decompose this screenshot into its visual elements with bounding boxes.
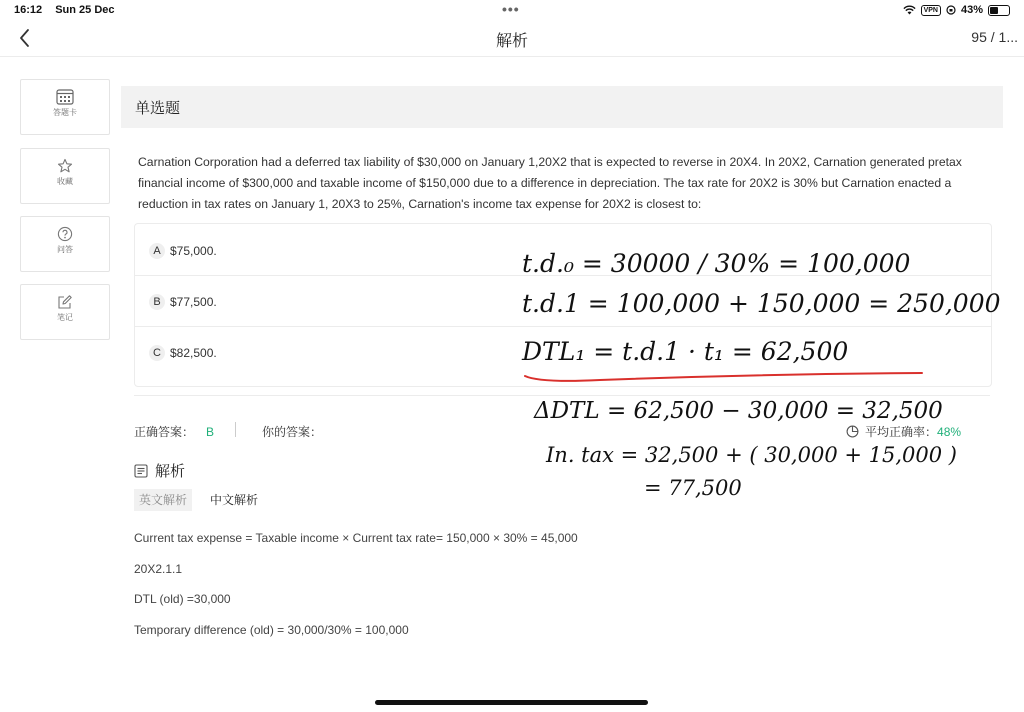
notes-label: 笔记 bbox=[57, 313, 73, 322]
status-left bbox=[14, 4, 125, 16]
average-accuracy bbox=[846, 423, 961, 440]
your-answer-label: 你的答案： bbox=[262, 425, 323, 439]
section-divider bbox=[134, 395, 990, 396]
orientation-lock-icon bbox=[946, 5, 956, 15]
average-accuracy-label: 平均正确率： bbox=[865, 425, 938, 439]
page-title: 解析 bbox=[495, 33, 528, 50]
status-bar bbox=[0, 0, 1024, 22]
tab-chinese-analysis[interactable]: 中文解析 bbox=[210, 493, 259, 507]
option-a[interactable] bbox=[135, 226, 991, 276]
status-date: Sun 25 Dec bbox=[55, 4, 115, 16]
correct-answer-value: B bbox=[206, 425, 215, 439]
your-answer bbox=[262, 423, 322, 440]
correct-answer bbox=[134, 423, 214, 440]
option-divider bbox=[135, 326, 991, 327]
favorite-label: 收藏 bbox=[57, 177, 73, 186]
handwriting-line-5: In. tax = 32,500 + ( 30,000 + 15,000 ) bbox=[546, 443, 957, 467]
favorite-button[interactable] bbox=[20, 148, 110, 204]
star-icon bbox=[57, 158, 73, 174]
option-text: $82,500. bbox=[170, 346, 217, 360]
option-letter: A bbox=[149, 243, 165, 259]
correct-answer-label: 正确答案： bbox=[134, 425, 195, 439]
option-letter: B bbox=[149, 294, 165, 310]
edit-note-icon bbox=[57, 294, 73, 310]
option-letter: C bbox=[149, 345, 165, 361]
question-type: 单选题 bbox=[135, 100, 181, 117]
answer-divider bbox=[235, 422, 236, 437]
answer-card-button[interactable] bbox=[20, 79, 110, 135]
analysis-title: 解析 bbox=[155, 463, 186, 480]
battery-icon bbox=[988, 5, 1010, 16]
nav-bar bbox=[0, 22, 1024, 57]
question-text: Carnation Corporation had a deferred tax liability of $30,000 on January 1,20X2 that is expected to reverse in 20X4. In 20X2, Carnation generated pretax financial income of $300,000 and taxable income of $150,000 due to a difference in depreciation. The tax rate for 20X2 is 30% but Carnation enacted a reduction in tax rates on January 1, 20X3 to 25%, Carnation's income tax expense for 20X2 is closest to: bbox=[138, 155, 962, 211]
handwriting-line-3: DTL₁ = t.d.1 · t₁ = 62,500 bbox=[522, 337, 849, 366]
tab-english-analysis[interactable]: 英文解析 bbox=[134, 489, 192, 511]
answer-card-icon bbox=[56, 89, 74, 105]
option-text: $77,500. bbox=[170, 295, 217, 309]
wifi-icon bbox=[903, 5, 916, 15]
option-divider bbox=[135, 275, 991, 276]
qa-button[interactable] bbox=[20, 216, 110, 272]
handwriting-line-2: t.d.1 = 100,000 + 150,000 = 250,000 bbox=[522, 289, 1001, 318]
handwriting-line-1: t.d.₀ = 30000 / 30% = 100,000 bbox=[522, 249, 911, 278]
handwriting-line-4: ΔDTL = 62,500 − 30,000 = 32,500 bbox=[534, 398, 943, 424]
answer-card-label: 答题卡 bbox=[53, 108, 77, 117]
battery-fill bbox=[990, 7, 998, 14]
home-indicator[interactable] bbox=[375, 700, 648, 705]
average-accuracy-value: 48% bbox=[937, 425, 962, 439]
qa-label: 问答 bbox=[57, 245, 73, 254]
page-counter[interactable]: 95 / 1... bbox=[971, 29, 1018, 45]
status-time: 16:12 bbox=[14, 4, 43, 16]
analysis-header bbox=[134, 460, 185, 481]
analysis-line: Temporary difference (old) = 30,000/30% = 100,000 bbox=[134, 623, 409, 637]
vpn-badge: VPN bbox=[921, 5, 941, 16]
battery-percent: 43% bbox=[960, 4, 983, 16]
option-b[interactable] bbox=[135, 277, 991, 327]
multitasking-dots-icon[interactable]: ••• bbox=[502, 1, 520, 17]
document-icon bbox=[134, 464, 148, 478]
analysis-line: 20X2.1.1 bbox=[134, 562, 183, 576]
question-circle-icon bbox=[57, 226, 73, 242]
analysis-line: Current tax expense = Taxable income × Current tax rate= 150,000 × 30% = 45,000 bbox=[134, 531, 578, 545]
options-list bbox=[134, 223, 992, 387]
pie-chart-icon bbox=[846, 425, 859, 438]
handwriting-line-6: = 77,500 bbox=[644, 476, 742, 500]
option-c[interactable] bbox=[135, 328, 991, 378]
notes-button[interactable] bbox=[20, 284, 110, 340]
status-right bbox=[903, 4, 1010, 16]
analysis-line: DTL (old) =30,000 bbox=[134, 592, 231, 606]
question-type-bar bbox=[121, 86, 1003, 128]
option-text: $75,000. bbox=[170, 244, 217, 258]
